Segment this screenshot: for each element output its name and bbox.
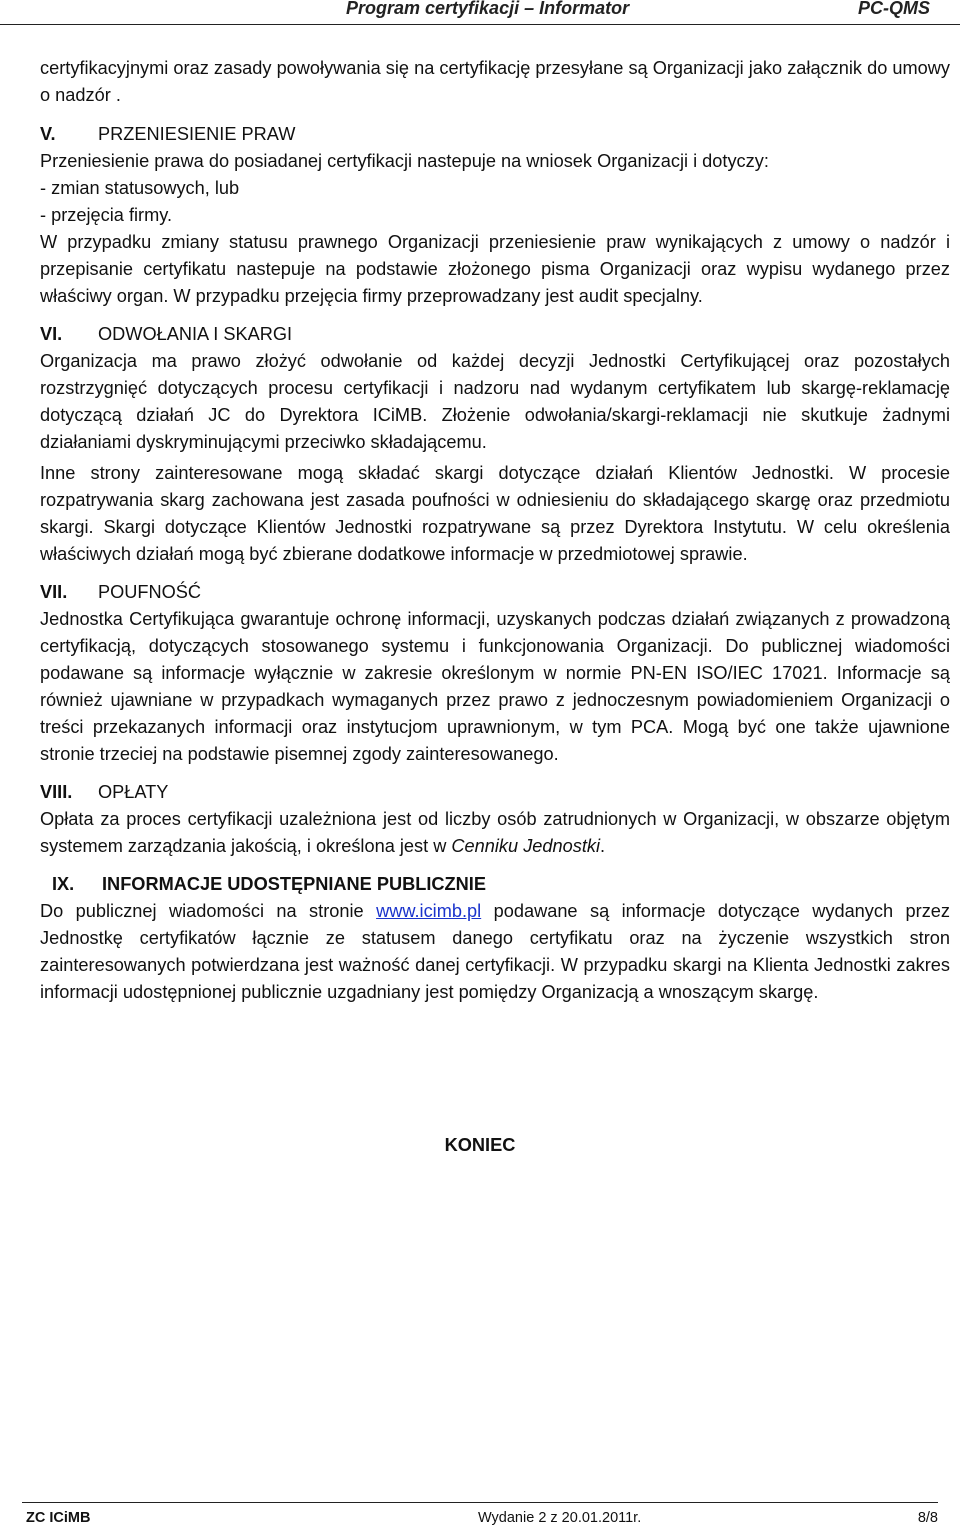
section-5-line-2: - zmian statusowych, lub [40,178,240,198]
section-9-text-end: podawane są informacje dotyczące wydanych przez Jednostkę certyfikatów łącznie ze statusem danego certyfikatu oraz na życzenie wszystkich stron zainteresowanych potwierdzana jest ważność danej certyfikacji. W przypadku skargi na Klienta Jednostki zakres informacji udostępnionej publicznie uzgadniany jest pomiędzy Organizacją a wnoszącym skargę. [40,901,950,1002]
section-5-number: V. [40,124,56,144]
section-5-line-3: - przejęcia firmy. [40,205,173,225]
document-body [40,55,950,1006]
page-header [0,0,960,25]
document-code: PC-QMS [858,0,930,18]
section-8-number: VIII. [40,782,73,802]
footer-organization: ZC ICiMB [26,1510,91,1526]
section-5-heading [40,121,950,148]
end-marker: KONIEC [444,1135,516,1155]
section-6-number: VI. [40,324,63,344]
document-title: Program certyfikacji – Informator [346,0,630,18]
section-7-heading [40,579,950,606]
section-8-heading [40,779,950,806]
footer-page-number: 8/8 [917,1510,938,1526]
section-6-paragraph-1: Organizacja ma prawo złożyć odwołanie od każdej decyzji Jednostki Certyfikującej oraz pozostałych rozstrzygnięć dotyczących procesu certyfikacji i nadzoru nad wydanym certyfikatem lub skargę-reklamację dotyczącą działań JC do Dyrektora ICiMB. Złożenie odwołania/skargi-reklamacji nie skutkuje żadnymi działaniami dyskryminującymi przeciwko składającemu. [40,351,950,452]
section-5-paragraph: W przypadku zmiany statusu prawnego Organizacji przeniesienie praw wynikających z umowy o nadzór i przepisanie certyfikatu nastepuje na podstawie złożonego pisma Organizacji oraz wypisu wydanego przez właściwy organ. W przypadku przejęcia firmy przeprowadzany jest audit specjalny. [40,232,950,306]
section-9-paragraph [40,898,950,1006]
section-9-title: INFORMACJE UDOSTĘPNIANE PUBLICZNIE [102,874,486,894]
website-link[interactable]: www.icimb.pl [376,901,482,921]
section-8-paragraph [40,806,950,860]
section-8-title: OPŁATY [98,782,169,802]
intro-paragraph: certyfikacyjnymi oraz zasady powoływania się na certyfikację przesyłane są Organizacji jako załącznik do umowy o nadzór . [40,58,950,105]
page-footer [22,1502,938,1529]
section-7-number: VII. [40,582,68,602]
section-7-title: POUFNOŚĆ [98,582,202,602]
section-9-text: Do publicznej wiadomości na stronie [40,901,377,921]
section-6-paragraph-2: Inne strony zainteresowane mogą składać skargi dotyczące działań Klientów Jednostki. W procesie rozpatrywania skarg zachowana jest zasada poufności w odniesieniu do składającego skargę oraz przedmiotu skargi. Skargi dotyczące Klientów Jednostki rozpatrywane są przez Dyrektora Instytutu. W celu określenia właściwych działań mogą być zbierane dodatkowe informacje w przedmiotowej sprawie. [40,463,950,564]
section-8-text-end: . [600,836,606,856]
section-6-heading [40,321,950,348]
section-9-number: IX. [52,874,75,894]
footer-edition: Wydanie 2 z 20.01.2011r. [478,1510,642,1526]
section-8-text: Opłata za proces certyfikacji uzależniona jest od liczby osób zatrudnionych w Organizacji, w obszarze objętym systemem zarządzania jakością, i określona jest w [40,809,950,856]
section-5-line-1: Przeniesienie prawa do posiadanej certyfikacji nastepuje na wniosek Organizacji i dotyczy: [40,151,769,171]
section-7-paragraph: Jednostka Certyfikująca gwarantuje ochronę informacji, uzyskanych podczas działań związanych z prowadzoną certyfikacją, dotyczących stosowanego systemu i funkcjonowania Organizacji. Do publicznej wiadomości podawane są informacje wyłącznie w zakresie określonym w normie PN-EN ISO/IEC 17021. Informacje są również ujawniane w przypadkach wymaganych przez prawo z jednoczesnym powiadomieniem Organizacji o treści przekazanych informacji oraz instytucjom uprawnionym, w tym PCA. Mogą być one także ujawnione stronie trzeciej na podstawie pisemnej zgody zainteresowanego. [40,609,950,764]
price-list-reference: Cenniku Jednostki [451,836,601,856]
section-5-title: PRZENIESIENIE PRAW [98,124,296,144]
section-6-title: ODWOŁANIA I SKARGI [98,324,293,344]
section-9-heading [40,871,950,898]
